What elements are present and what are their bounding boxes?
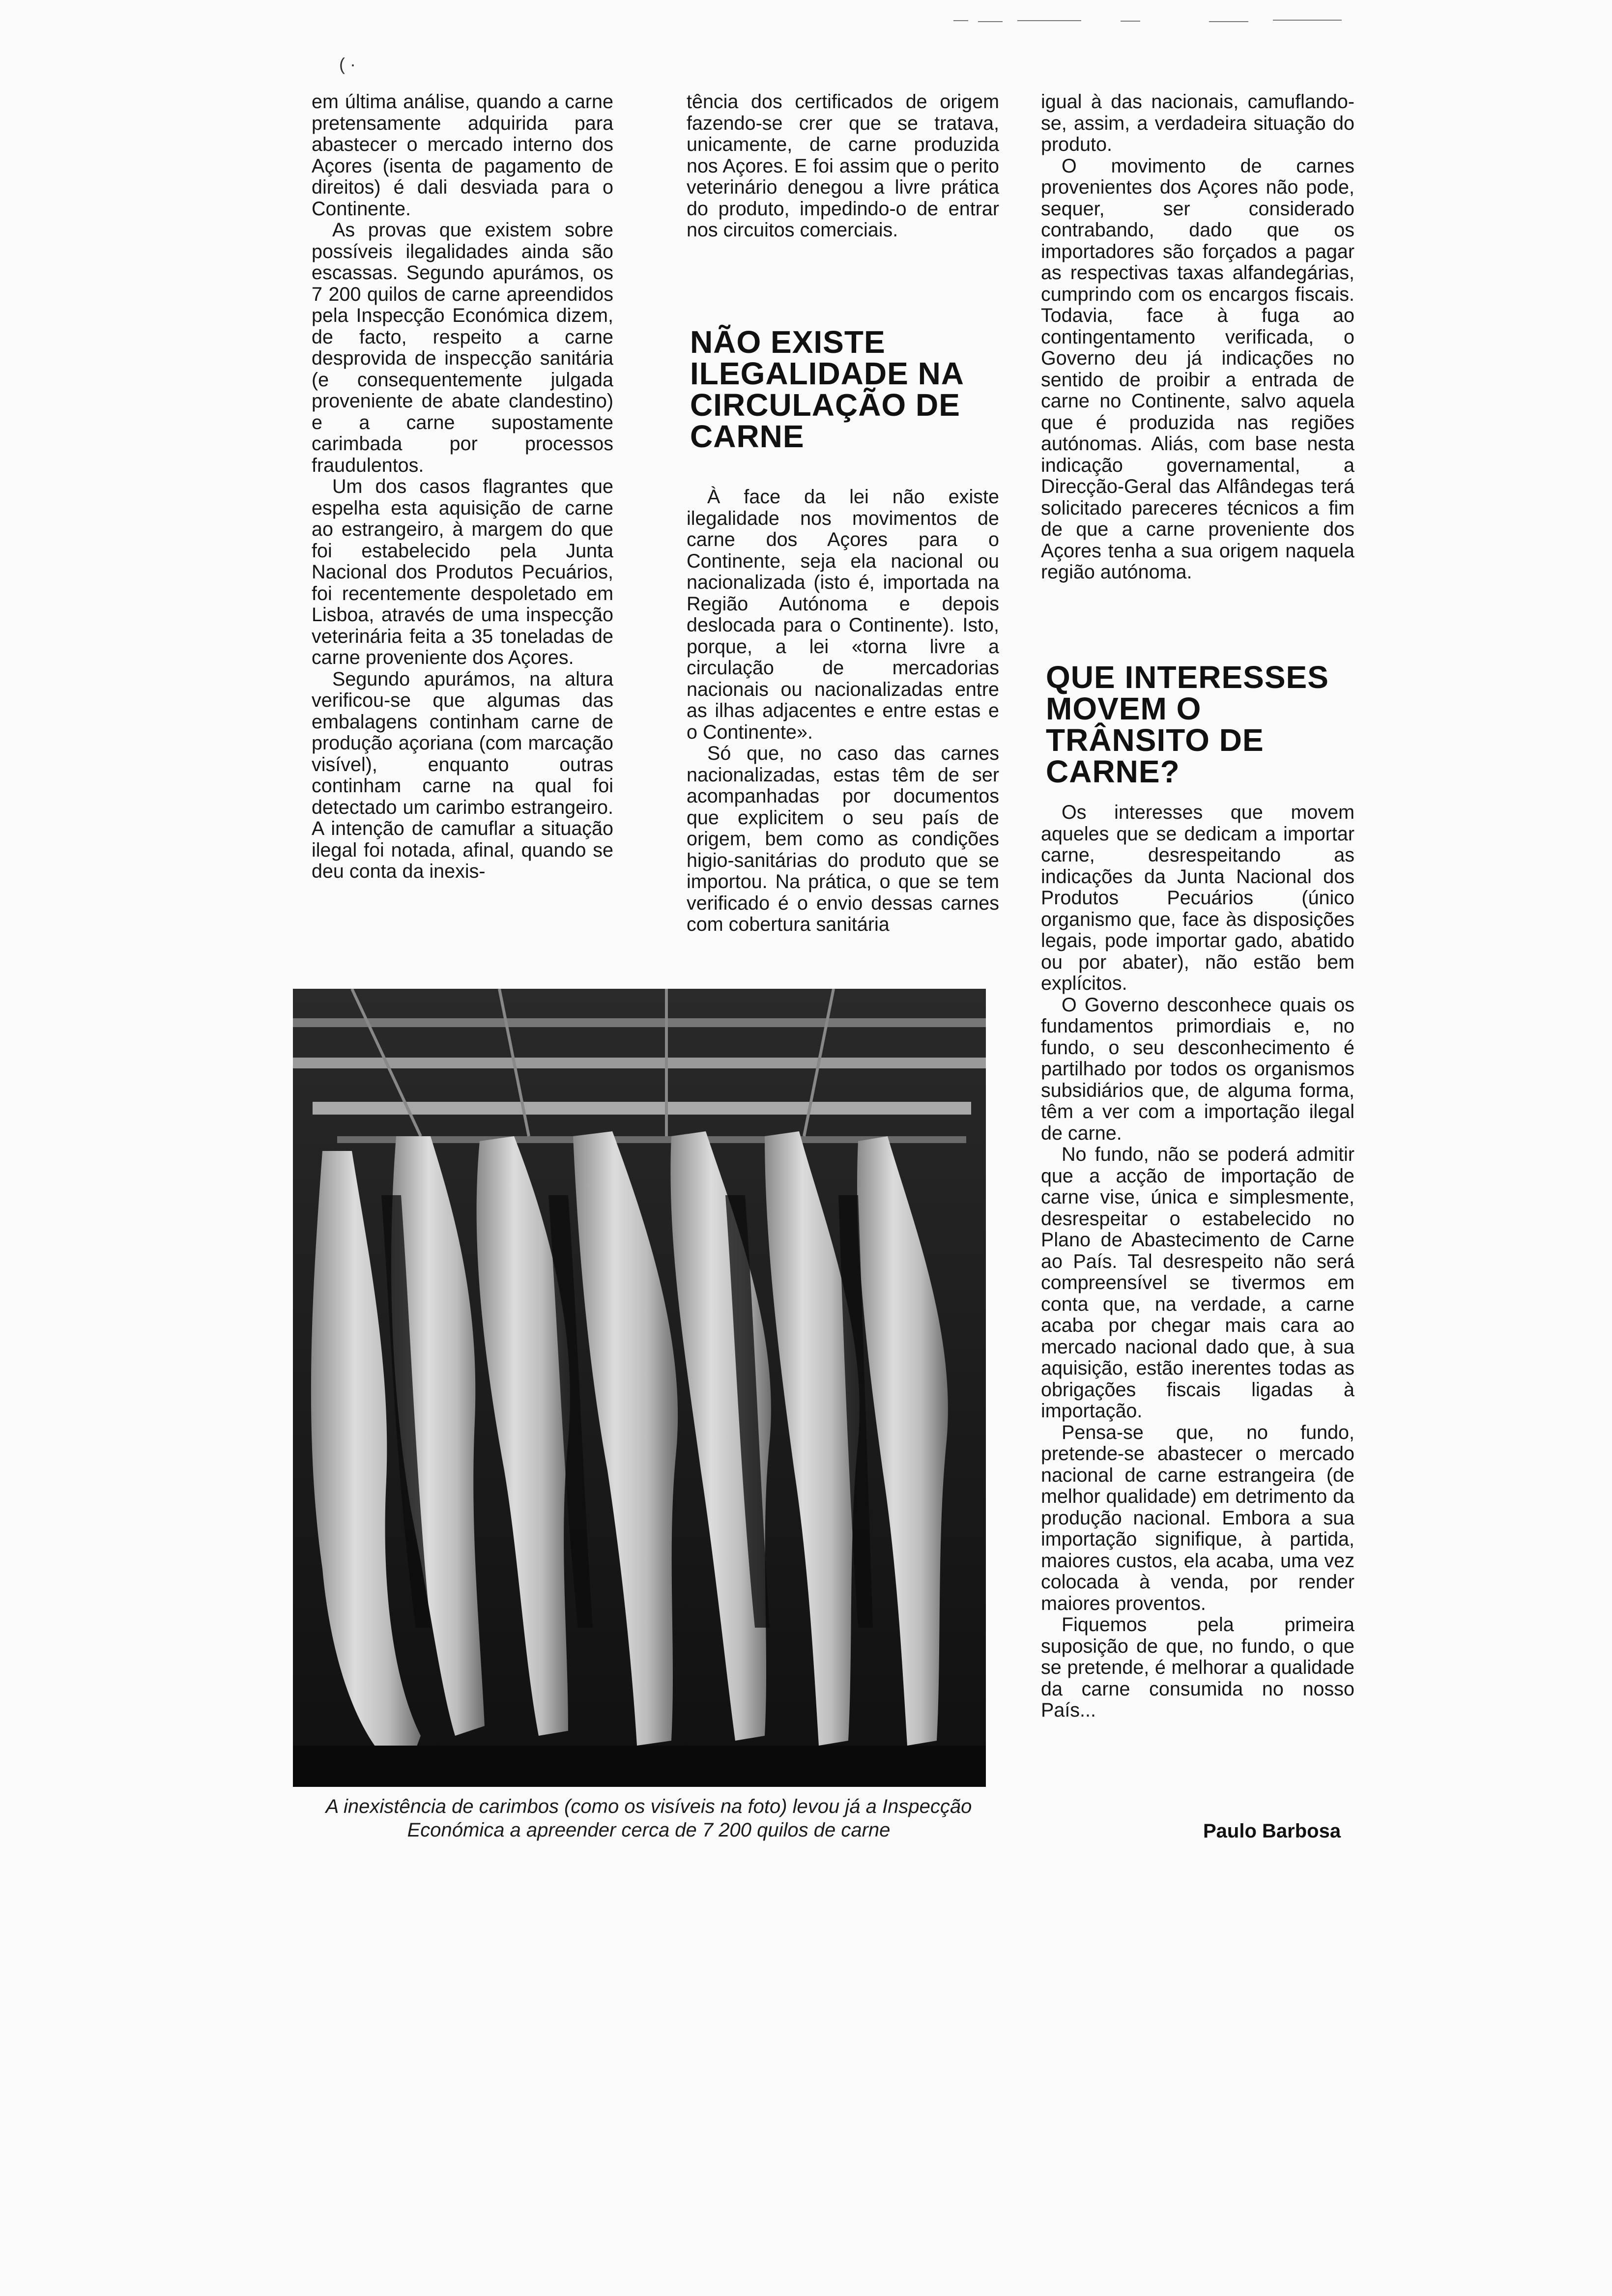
article-column-1 — [312, 91, 613, 883]
paragraph: O Governo desconhece quais os fundamentos primordiais e, no fundo, o seu desconhecimento é partilhado por todos os organismos subsidiários que, de alguma forma, têm a ver com a importação ilegal de carne. — [1041, 994, 1354, 1144]
paragraph: No fundo, não se poderá admitir que a acção de importação de carne vise, única e simplesmente, desrespeitar o estabelecido no Plano de Abastecimento de Carne ao País. Tal desrespeito não será compreensível se tivermos em conta que, na verdade, a carne acaba por chegar mais cara ao mercado nacional dado que, à sua aquisição, estão inerentes todas as obrigações fiscais ligadas à importação. — [1041, 1144, 1354, 1422]
paragraph: À face da lei não existe ilegalidade nos movimentos de carne dos Açores para o Continente, seja ela nacional ou nacionalizada (isto é, importada na Região Autónoma e depois deslocada para o Continente). Isto, porque, a lei «torna livre a circulação de mercadorias nacionais ou nacionalizadas entre as ilhas adjacentes e entre estas e o Continente». — [687, 486, 999, 743]
paragraph: Só que, no caso das carnes nacionalizadas, estas têm de ser acompanhadas por documentos que explicitem o seu país de origem, bem como as condições higio-sanitárias do produto que se importou. Na prática, o que se tem verificado é o envio dessas carnes com cobertura sanitária — [687, 743, 999, 935]
paragraph: em última análise, quando a carne pretensamente adquirida para abastecer o mercado interno dos Açores (isenta de pagamento de direitos) é dali desviada para o Continente. — [312, 91, 613, 220]
paragraph: igual à das nacionais, camuflando-se, assim, a verdadeira situação do produto. — [1041, 91, 1354, 155]
paragraph: Os interesses que movem aqueles que se dedicam a importar carne, desrespeitando as indicações da Junta Nacional dos Produtos Pecuários (único organismo que, face às disposições legais, pode importar gado, abatido ou por abater), não estão bem explícitos. — [1041, 802, 1354, 994]
corner-mark: ( · — [339, 54, 356, 74]
paragraph: tência dos certificados de origem fazendo-se crer que se tratava, unicamente, de carne produzida nos Açores. E foi assim que o perito veterinário denegou a livre prática do produto, impedindo-o de entrar nos circuitos comerciais. — [687, 91, 999, 241]
photo-hanging-meat-carcasses — [293, 989, 986, 1787]
section-heading-nao-existe-ilegalidade: NÃO EXISTE ILEGALIDADE NA CIRCULAÇÃO DE CARNE — [690, 324, 963, 454]
paragraph: Um dos casos flagrantes que espelha esta aquisição de carne ao estrangeiro, à margem do que foi estabelecido pela Junta Nacional dos Produtos Pecuários, foi recentemente despoletado em Lisboa, através de uma inspecção veterinária feita a 35 toneladas de carne proveniente dos Açores. — [312, 476, 613, 668]
photo-caption: A inexistência de carimbos (como os visíveis na foto) levou já a Inspecção Económica a apreender cerca de 7 200 quilos de carne — [325, 1796, 972, 1841]
section-heading-que-interesses: QUE INTERESSES MOVEM O TRÂNSITO DE CARNE? — [1046, 660, 1329, 789]
article-column-3-continued — [1041, 802, 1354, 1722]
author-signature: Paulo Barbosa — [1203, 1820, 1341, 1842]
paragraph: O movimento de carnes provenientes dos Açores não pode, sequer, ser considerado contrabando, dado que os importadores são forçados a pagar as respectivas taxas alfandegárias, cumprindo com os encargos fiscais. Todavia, face à fuga ao contingentamento verificada, o Governo deu já indicações no sentido de proibir a entrada de carne no Continente, salvo aquela que é produzida nas regiões autónomas. Aliás, com base nesta indicação governamental, a Direcção-Geral das Alfândegas terá solicitado pareceres técnicos a fim de que a carne proveniente dos Açores tenha a sua origem naquela região autónoma. — [1041, 155, 1354, 583]
article-column-2-continued — [687, 487, 999, 936]
scan-noise-marks — [934, 16, 1376, 26]
paragraph: Fiquemos pela primeira suposição de que, no fundo, o que se pretende, é melhorar a qualidade da carne consumida no nosso País... — [1041, 1614, 1354, 1721]
paragraph: Pensa-se que, no fundo, pretende-se abastecer o mercado nacional de carne estrangeira (de melhor qualidade) em detrimento da produção nacional. Embora a sua importação signifique, à partida, maiores custos, ela acaba, uma vez colocada à venda, por render maiores proventos. — [1041, 1421, 1354, 1614]
paragraph: Segundo apurámos, na altura verificou-se que algumas das embalagens continham carne de produção açoriana (com marcação visível), enquanto outras continham carne na qual foi detectado um carimbo estrangeiro. A intenção de camuflar a situação ilegal foi notada, afinal, quando se deu conta da inexis- — [312, 668, 613, 882]
paragraph: As provas que existem sobre possíveis ilegalidades ainda são escassas. Segundo apurámos, os 7 200 quilos de carne apreendidos pela Inspecção Económica dizem, de facto, respeito a carne desprovida de inspecção sanitária (e consequentemente julgada proveniente de abate clandestino) e a carne supostamente carimbada por processos fraudulentos. — [312, 219, 613, 476]
article-column-3 — [1041, 91, 1354, 583]
article-column-2 — [687, 91, 999, 241]
